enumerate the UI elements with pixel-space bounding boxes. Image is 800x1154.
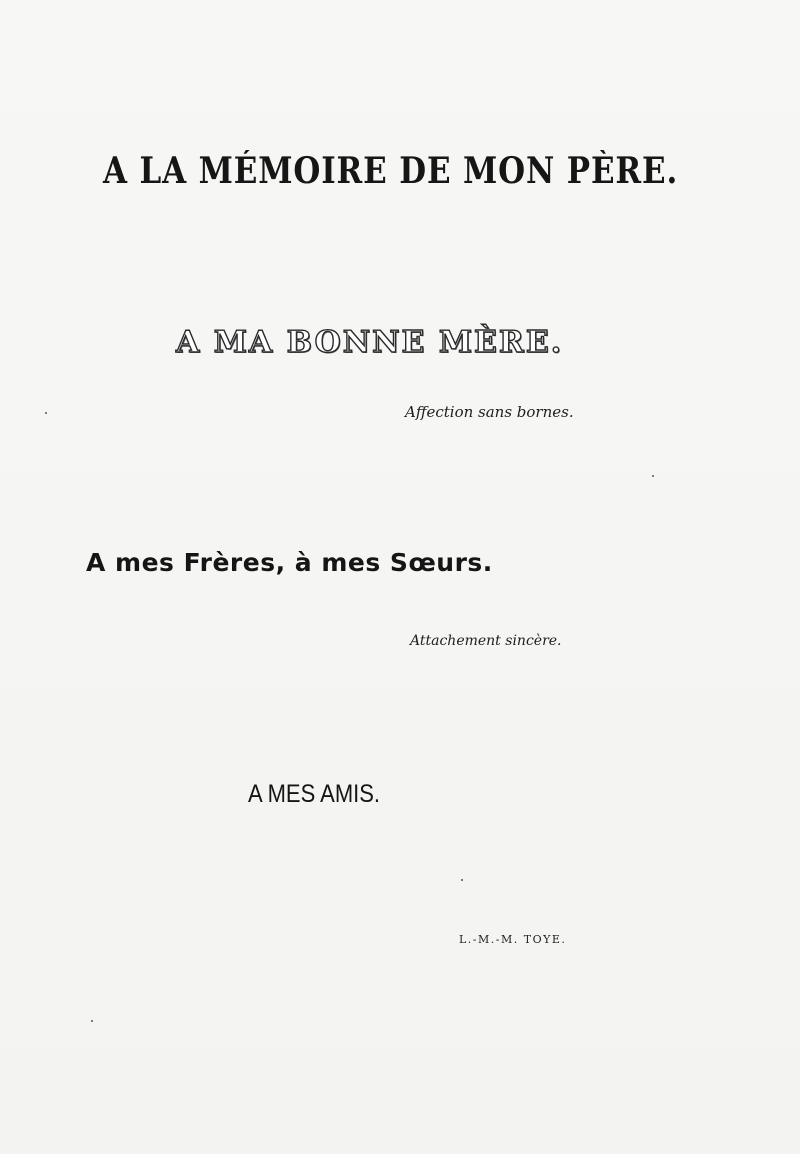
author-signature: L.-M.-M. TOYE. xyxy=(459,933,567,946)
dedication-friends: A MES AMIS. xyxy=(248,780,381,808)
sentiment-siblings: Attachement sincère. xyxy=(410,633,562,649)
sentiment-mother: Affection sans bornes. xyxy=(405,403,574,421)
paper-speck xyxy=(45,412,47,414)
dedication-siblings: A mes Frères, à mes Sœurs. xyxy=(86,548,493,577)
paper-speck xyxy=(461,879,463,881)
paper-speck xyxy=(652,475,654,477)
paper-speck xyxy=(91,1020,93,1022)
dedication-mother: A MA BONNE MÈRE. xyxy=(176,325,564,360)
dedication-father: A LA MÉMOIRE DE MON PÈRE. xyxy=(103,150,679,192)
